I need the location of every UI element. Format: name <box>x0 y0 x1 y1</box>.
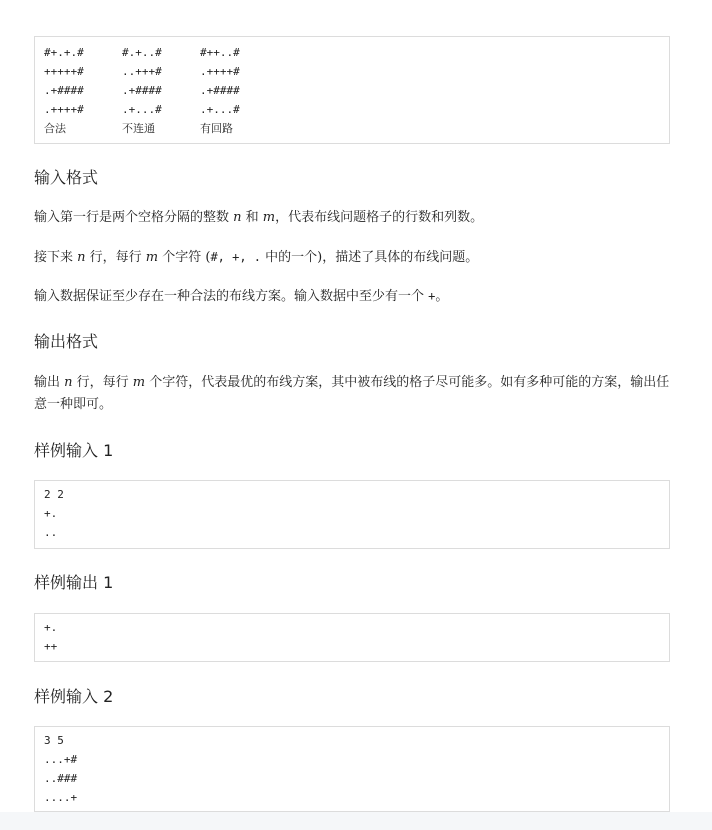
example-legal <box>44 43 122 138</box>
grid-row: .+#### <box>44 84 84 97</box>
example-disconnected <box>122 43 200 138</box>
example-caption: 有回路 <box>200 122 233 135</box>
input-format-line-2: 接下来 n 行，每行 m 个字符 (#, +, . 中的一个)，描述了具体的布线问题。 <box>34 250 479 265</box>
input-format-line-3: 输入数据保证至少存在一种合法的布线方案。输入数据中至少有一个 +。 <box>34 289 449 304</box>
code-line: ++ <box>44 640 58 653</box>
examples-grid <box>44 43 660 138</box>
grid-row: .++++# <box>200 65 240 78</box>
grid-row: +++++# <box>44 65 84 78</box>
examples-box <box>34 36 670 144</box>
code-line: ....+ <box>44 791 78 804</box>
sample-input-2-heading: 样例输入 2 <box>34 687 114 706</box>
code-line: 2 2 <box>44 488 64 501</box>
code-line: ..### <box>44 772 78 785</box>
sample-input-2-box <box>34 726 670 812</box>
code-line: 3 5 <box>44 734 64 747</box>
grid-row: #+.+.# <box>44 46 84 59</box>
input-format-heading: 输入格式 <box>34 168 99 187</box>
grid-row: ..+++# <box>122 65 162 78</box>
grid-row: .+#### <box>122 84 162 97</box>
code-line: ...+# <box>44 753 78 766</box>
grid-row: .+...# <box>122 103 162 116</box>
grid-row: #.+..# <box>122 46 162 59</box>
sample-input-1-heading: 样例输入 1 <box>34 441 114 460</box>
grid-row: .++++# <box>44 103 84 116</box>
output-format-heading: 输出格式 <box>34 332 99 351</box>
example-loop <box>200 43 278 138</box>
grid-row: .+...# <box>200 103 240 116</box>
code-line: .. <box>44 526 58 539</box>
sample-input-1-box <box>34 480 670 549</box>
output-format-line-1: 输出 n 行，每行 m 个字符，代表最优的布线方案，其中被布线的格子尽可能多。如有多种可能的方案，输出任意一种即可。 <box>34 375 670 412</box>
example-caption: 合法 <box>44 122 66 135</box>
sample-output-1-box <box>34 613 670 662</box>
input-format-line-1: 输入第一行是两个空格分隔的整数 n 和 m，代表布线问题格子的行数和列数。 <box>34 210 484 225</box>
example-caption: 不连通 <box>122 122 155 135</box>
grid-row: .+#### <box>200 84 240 97</box>
code-line: +. <box>44 621 58 634</box>
grid-row: #++..# <box>200 46 240 59</box>
code-line: +. <box>44 507 58 520</box>
sample-output-1-heading: 样例输出 1 <box>34 573 114 592</box>
page-bottom-strip <box>0 812 712 830</box>
